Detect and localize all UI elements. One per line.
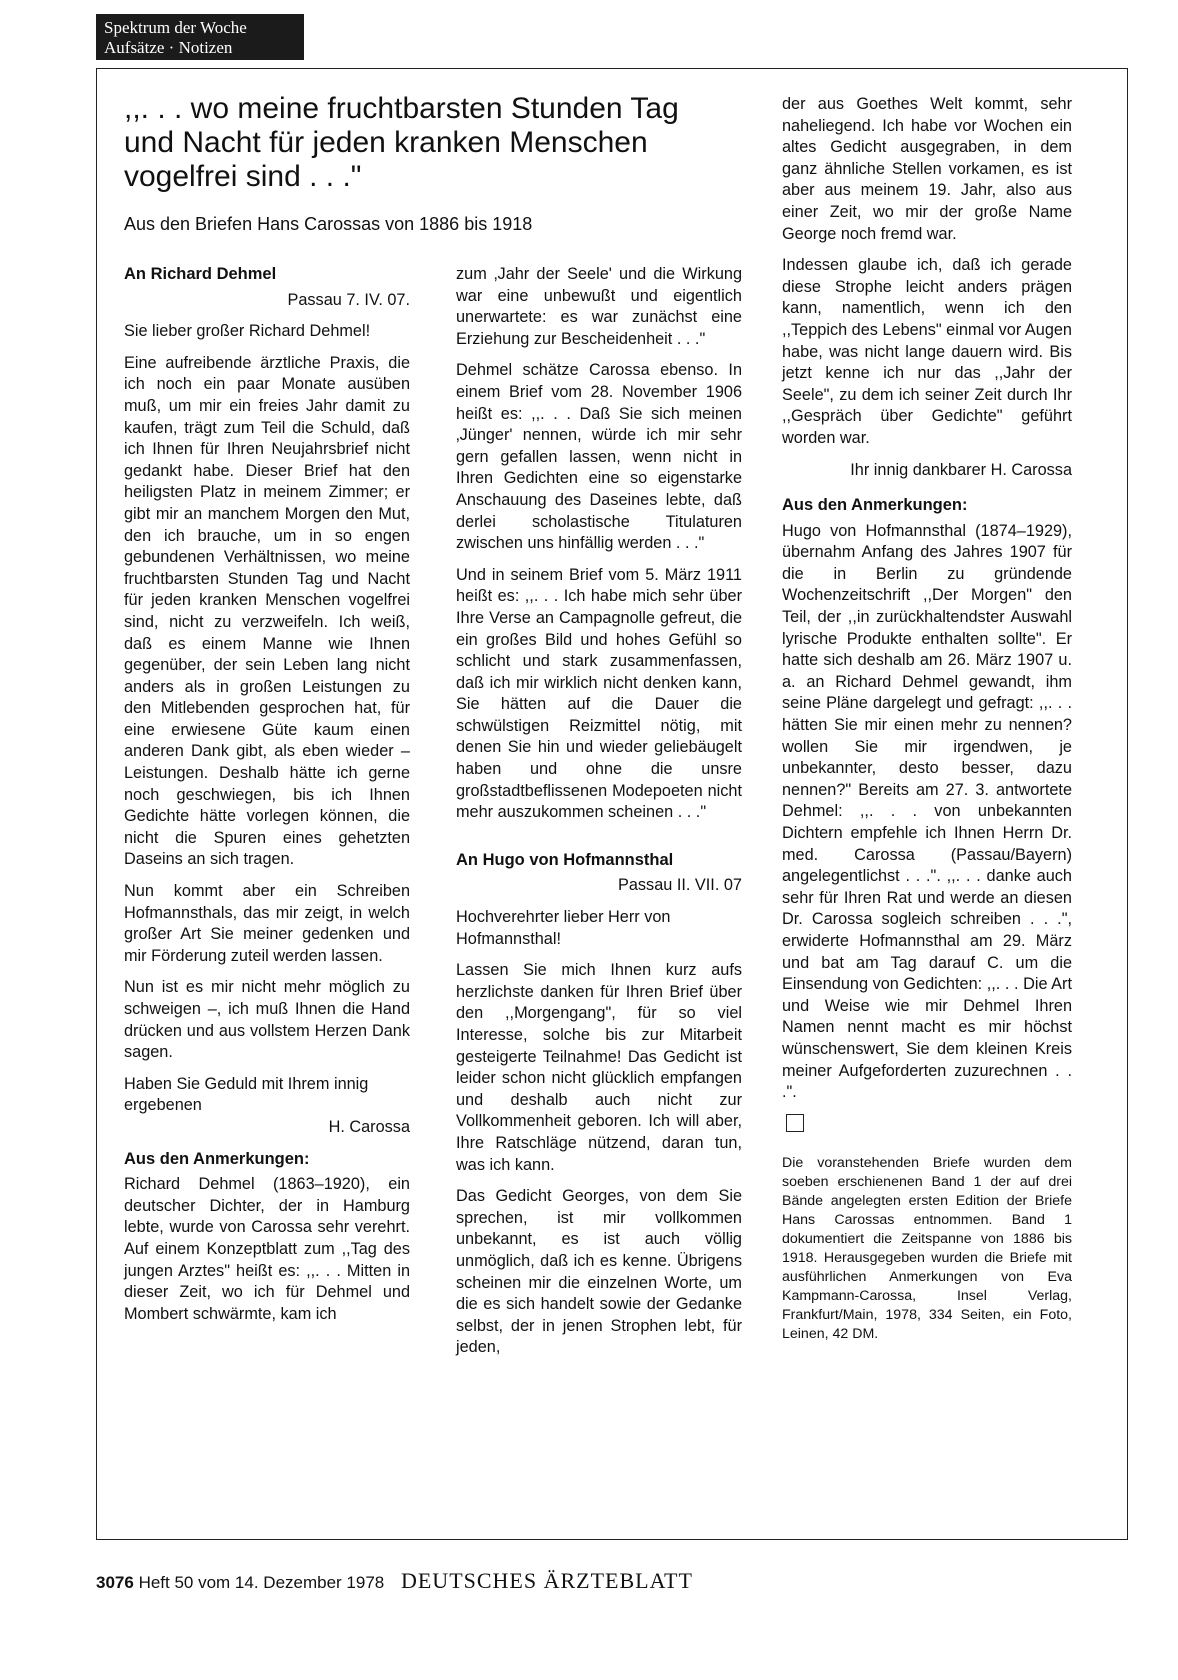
letter-paragraph: Eine aufreibende ärztliche Praxis, die ich noch ein paar Monate ausüben muß, um mir ein freies Jahr damit zu kaufen, trägt zum Teil die Schuld, daß ich Ihnen für Ihren Neujahrsbrief nicht gedankt habe. Dieser Brief hat den heiligsten Platz in meinem Zimmer; er gibt mir an manchem Morgen den Mut, den ich brauche, um in so engen gebundenen Verhältnissen, wo meine fruchtbarsten Stunden Tag und Nacht für jeden kranken Menschen vogelfrei sind, nicht zu verzweifeln. Ich weiß, daß es einem Manne wie Ihnen gegenüber, der sein Leben lang nicht anders als in großen Leistungen zu den Mitlebenden gesprochen hat, für eine erwiesene Güte kaum einen anderen Dank gibt, als eben wieder – Leistungen. Deshalb hätte ich gerne noch geschwiegen, bis ich Ihnen Gedichte hätte vorlegen können, die nicht die Spuren eines gehetzten Daseins an sich tragen. — [124, 353, 410, 869]
salutation-dehmel: Sie lieber großer Richard Dehmel! — [124, 322, 371, 341]
end-mark-box — [786, 1114, 804, 1132]
letter-paragraph: Lassen Sie mich Ihnen kurz aufs herzlichste danken für Ihren Brief über den ,,Morgengang", für so viel Interesse, solche bis zur Mitarbeit gesteigerte Teilnahme! Das Gedicht ist leider schon nicht glücklich empfangen und deshalb auch nicht zur Vollkommenheit geboren. Ich will aber, Ihre Ratschläge nützend, daran tun, was ich kann. — [456, 961, 742, 1174]
column-2 — [456, 264, 742, 1369]
section-tab-line1: Spektrum der Woche — [104, 18, 247, 37]
section-tab-line2: Aufsätze · Notizen — [104, 38, 233, 57]
section-tab — [96, 14, 304, 60]
article-title: ,,. . . wo meine fruchtbarsten Stunden Tag und Nacht für jeden kranken Menschen vogelfrei sind . . ." — [124, 92, 679, 193]
letter-paragraph: Und in seinem Brief vom 5. März 1911 heißt es: ,,. . . Ich habe mich sehr über Ihre Verse an Campagnolle gefreut, die ein großes Bild und hohes Gefühl so schlicht und stark zusammenfassen, daß ich mir wirklich nicht denken kann, Sie hätten auf die Dauer die schwülstigen Reizmittel nötig, mit denen Sie hin und wieder geliebäugelt haben und ohne die unsre großstadtbeflissenen Modepoeten nicht mehr auszukommen scheinen . . ." — [456, 565, 742, 822]
dateline-hofmannsthal: Passau II. VII. 07 — [618, 876, 742, 895]
letter-paragraph: Indessen glaube ich, daß ich gerade diese Strophe leicht anders prägen kann, namentlich, wenn ich den ,,Teppich des Lebens" einmal vor Augen habe, was nicht lange dauern wird. Bis jetzt kenne ich nur das ,,Jahr der Seele", zu dem ich seiner Zeit durch Ihr ,,Gespräch über Gedichte" geführt worden war. — [782, 256, 1072, 447]
letter-paragraph: Nun ist es mir nicht mehr möglich zu schweigen –, ich muß Ihnen die Hand drücken und aus vollstem Herzen Dank sagen. — [124, 978, 410, 1062]
source-note: Die voranstehenden Briefe wurden dem soeben erschienenen Band 1 der auf drei Bände angelegten ersten Edition der Briefe Hans Carossas entnommen. Band 1 dokumentiert die Zeitspanne von 1886 bis 1918. Herausgegeben wurden die Briefe mit ausführlichen Anmerkungen von Eva Kampmann-Carossa, Insel Verlag, Frankfurt/Main, 1978, 334 Seiten, ein Foto, Leinen, 42 DM. — [782, 1154, 1072, 1342]
dateline-dehmel: Passau 7. IV. 07. — [287, 290, 410, 309]
signature-dankbarer: Ihr innig dankbarer H. Carossa — [850, 460, 1072, 479]
letter-paragraph: Dehmel schätze Carossa ebenso. In einem Brief vom 28. November 1906 heißt es: ,,. . . Daß Sie sich meinen ‚Jünger' nennen, würde ich mir sehr gern gefallen lassen, wenn nicht in Ihren Gedichten eine so eigenstarke Anschauung des Daseines lebte, daß derlei scholastische Titulaturen zwischen uns hinfällig werden . . ." — [456, 361, 742, 553]
letter-paragraph: Das Gedicht Georges, von dem Sie sprechen, ist mir vollkommen unbekannt, es ist auch völlig unmöglich, daß ich es kenne. Übrigens scheinen mir die einzelnen Worte, um die es sich handelt sowie der Gedanke selbst, der in jenen Strophen lebt, für jeden, — [456, 1187, 742, 1357]
letter-paragraph: Nun kommt aber ein Schreiben Hofmannsthals, das mir zeigt, in welch großer Art Sie meiner gedenken und mir Förderung zuteil werden lassen. — [124, 882, 410, 965]
letter-heading-dehmel: An Richard Dehmel — [124, 265, 277, 283]
column-1 — [124, 264, 410, 1335]
signature-carossa: H. Carossa — [328, 1117, 410, 1136]
page-footer — [96, 1568, 693, 1594]
issue-info: Heft 50 vom 14. Dezember 1978 — [138, 1573, 385, 1592]
notes-heading: Aus den Anmerkungen: — [124, 1149, 310, 1168]
letter-heading-hofmannsthal: An Hugo von Hofmannsthal — [456, 850, 674, 869]
letter-paragraph: Haben Sie Geduld mit Ihrem innig ergebenen — [124, 1074, 369, 1115]
notes-heading: Aus den Anmerkungen: — [782, 496, 968, 515]
page-number: 3076 — [96, 1573, 134, 1592]
salutation-hofmannsthal: Hochverehrter lieber Herr von Hofmannsthal! — [456, 908, 671, 948]
letter-paragraph: der aus Goethes Welt kommt, sehr naheliegend. Ich habe vor Wochen ein altes Gedicht ausgegraben, in dem ganz ähnliche Stellen vorkamen, es ist aber aus meinem 19. Jahr, also aus einer Zeit, wo mir der große Name George noch fremd war. — [782, 95, 1072, 243]
notes-text: Hugo von Hofmannsthal (1874–1929), übernahm Anfang des Jahres 1907 für die in Berlin zu gründende Wochenzeitschrift ,,Der Morgen" den Teil, der ,,in zurückhaltendster Auswahl lyrische Produkte enthalten sollte". Er hatte sich deshalb am 26. März 1907 u. a. an Richard Dehmel gewandt, ihm seine Pläne dargelegt und gefragt: ,,. . . hätten Sie mir einen mehr zu nennen? wollen Sie mir irgendwen, je unbekannter, desto besser, dazu nennen?" Bereits am 27. 3. antwortete Dehmel: ,,. . . von unbekannten Dichtern empfehle ich Ihnen Herrn Dr. med. Carossa (Passau/Bayern) angelegentlichst . . .". ,,. . . danke auch sehr für Ihren Rat und werde an diesen Dr. Carossa sogleich schreiben . . .", erwiderte Hofmannsthal am 29. März und bat am Tag darauf C. um die Einsendung von Gedichten: ,,. . . Die Art und Weise wie mir Dehmel Ihren Namen nennt macht es mir höchst wünschenswert, Sie dem kleinen Kreis meiner Aufgeforderten zuzurechnen . . .". — [782, 521, 1072, 1102]
column-3 — [782, 94, 1072, 1354]
letter-paragraph: zum ‚Jahr der Seele' und die Wirkung war eine unbewußt und eigentlich unerwartete: es war zunächst eine Erziehung zur Bescheidenheit . . ." — [456, 265, 742, 348]
notes-text: Richard Dehmel (1863–1920), ein deutscher Dichter, der in Hamburg lebte, wurde von Carossa sehr verehrt. Auf einem Konzeptblatt zum ,,Tag des jungen Arztes" heißt es: ,,. . . Mitten in dieser Zeit, wo ich für Dehmel und Mombert schwärmte, kam ich — [124, 1175, 410, 1323]
masthead: DEUTSCHES ÄRZTEBLATT — [400, 1568, 693, 1593]
article-subtitle: Aus den Briefen Hans Carossas von 1886 bis 1918 — [124, 214, 533, 234]
